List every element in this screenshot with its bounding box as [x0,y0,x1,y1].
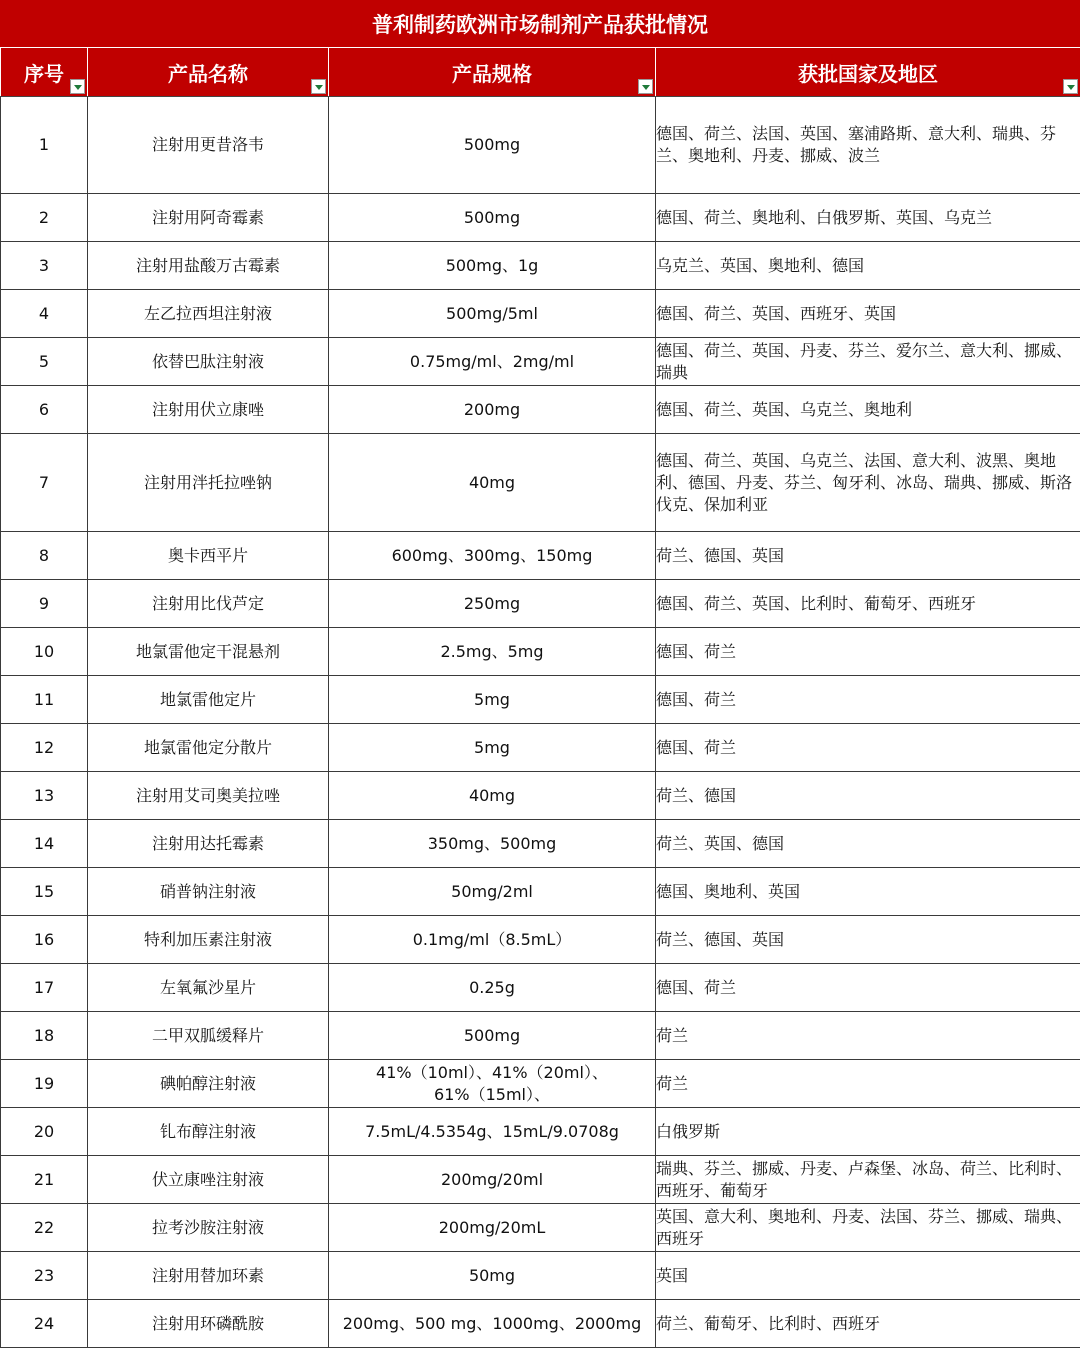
table-row [1,1252,1080,1300]
product-name-cell[interactable]: 特利加压素注射液 [88,916,329,964]
table-row [1,434,1080,532]
approved-regions-cell[interactable]: 德国、荷兰 [656,676,1080,724]
product-name-cell[interactable]: 拉考沙胺注射液 [88,1204,329,1252]
column-header-label: 产品规格 [452,61,532,86]
product-spec-cell[interactable]: 7.5mL/4.5354g、15mL/9.0708g [329,1108,656,1156]
table-row [1,532,1080,580]
table-row [1,290,1080,338]
product-spec-cell[interactable]: 0.75mg/ml、2mg/ml [329,338,656,386]
column-header-spec [329,48,656,97]
product-spec-cell[interactable]: 500mg [329,1012,656,1060]
product-spec-cell[interactable]: 350mg、500mg [329,820,656,868]
product-spec-cell[interactable]: 50mg [329,1252,656,1300]
approved-regions-cell[interactable]: 德国、荷兰、英国、西班牙、英国 [656,290,1080,338]
approved-regions-cell[interactable]: 德国、奥地利、英国 [656,868,1080,916]
product-name-cell[interactable]: 左乙拉西坦注射液 [88,290,329,338]
row-number-cell[interactable]: 7 [1,434,88,532]
approved-regions-cell[interactable]: 德国、荷兰、英国、乌克兰、奥地利 [656,386,1080,434]
table-row [1,242,1080,290]
table-row [1,1156,1080,1204]
approved-regions-cell[interactable]: 德国、荷兰 [656,724,1080,772]
table-row [1,676,1080,724]
product-spec-cell[interactable]: 200mg/20ml [329,1156,656,1204]
product-spec-cell[interactable]: 5mg [329,724,656,772]
filter-dropdown-icon[interactable] [70,79,85,94]
row-number-cell[interactable]: 22 [1,1204,88,1252]
row-number-cell[interactable]: 2 [1,194,88,242]
row-number-cell[interactable]: 21 [1,1156,88,1204]
column-header-label: 产品名称 [168,61,248,86]
filter-dropdown-icon[interactable] [1063,79,1078,94]
approved-regions-cell[interactable]: 荷兰 [656,1060,1080,1108]
product-spec-cell[interactable]: 500mg [329,97,656,194]
table-row [1,1012,1080,1060]
table-row [1,772,1080,820]
product-name-cell[interactable]: 注射用替加环素 [88,1252,329,1300]
approved-regions-cell[interactable]: 德国、荷兰、英国、比利时、葡萄牙、西班牙 [656,580,1080,628]
table-row [1,868,1080,916]
table-row [1,194,1080,242]
product-spec-cell[interactable]: 50mg/2ml [329,868,656,916]
table-row [1,724,1080,772]
table-row [1,338,1080,386]
product-name-cell[interactable]: 注射用阿奇霉素 [88,194,329,242]
row-number-cell[interactable]: 11 [1,676,88,724]
product-spec-cell[interactable]: 40mg [329,772,656,820]
row-number-cell[interactable]: 16 [1,916,88,964]
product-name-cell[interactable]: 伏立康唑注射液 [88,1156,329,1204]
table-row [1,964,1080,1012]
approved-regions-cell[interactable]: 荷兰 [656,1012,1080,1060]
approved-regions-cell[interactable]: 白俄罗斯 [656,1108,1080,1156]
approved-regions-cell[interactable]: 德国、荷兰 [656,964,1080,1012]
table-row [1,1108,1080,1156]
header-row [1,48,1080,97]
product-spec-cell[interactable]: 40mg [329,434,656,532]
approved-regions-cell[interactable]: 英国、意大利、奥地利、丹麦、法国、芬兰、挪威、瑞典、西班牙 [656,1204,1080,1252]
product-name-cell[interactable]: 注射用环磷酰胺 [88,1300,329,1348]
product-name-cell[interactable]: 地氯雷他定分散片 [88,724,329,772]
approved-regions-cell[interactable]: 德国、荷兰 [656,628,1080,676]
product-spec-cell[interactable]: 200mg/20mL [329,1204,656,1252]
product-name-cell[interactable]: 左氧氟沙星片 [88,964,329,1012]
row-number-cell[interactable]: 18 [1,1012,88,1060]
product-spec-cell[interactable]: 200mg [329,386,656,434]
approved-regions-cell[interactable]: 荷兰、葡萄牙、比利时、西班牙 [656,1300,1080,1348]
row-number-cell[interactable]: 4 [1,290,88,338]
product-name-cell[interactable]: 注射用盐酸万古霉素 [88,242,329,290]
approved-regions-cell[interactable]: 德国、荷兰、法国、英国、塞浦路斯、意大利、瑞典、芬兰、奥地利、丹麦、挪威、波兰 [656,97,1080,194]
table-row [1,97,1080,194]
filter-dropdown-icon[interactable] [638,79,653,94]
row-number-cell[interactable]: 5 [1,338,88,386]
product-name-cell[interactable]: 硝普钠注射液 [88,868,329,916]
product-spec-cell[interactable]: 0.1mg/ml（8.5mL） [329,916,656,964]
product-name-cell[interactable]: 注射用泮托拉唑钠 [88,434,329,532]
row-number-cell[interactable]: 15 [1,868,88,916]
row-number-cell[interactable]: 24 [1,1300,88,1348]
row-number-cell[interactable]: 13 [1,772,88,820]
product-name-cell[interactable]: 注射用比伐芦定 [88,580,329,628]
product-name-cell[interactable]: 地氯雷他定片 [88,676,329,724]
row-number-cell[interactable]: 17 [1,964,88,1012]
column-header-regions [656,48,1080,97]
row-number-cell[interactable]: 8 [1,532,88,580]
approved-regions-cell[interactable]: 德国、荷兰、英国、乌克兰、法国、意大利、波黑、奥地利、德国、丹麦、芬兰、匈牙利、冰岛、瑞典、挪威、斯洛伐克、保加利亚 [656,434,1080,532]
table-row [1,820,1080,868]
product-spec-cell[interactable]: 500mg、1g [329,242,656,290]
filter-dropdown-icon[interactable] [311,79,326,94]
approved-regions-cell[interactable]: 荷兰、英国、德国 [656,820,1080,868]
row-number-cell[interactable]: 23 [1,1252,88,1300]
product-table [0,48,1080,1348]
product-name-cell[interactable]: 碘帕醇注射液 [88,1060,329,1108]
product-spec-cell[interactable]: 200mg、500 mg、1000mg、2000mg [329,1300,656,1348]
column-header-name [88,48,329,97]
approved-regions-cell[interactable]: 瑞典、芬兰、挪威、丹麦、卢森堡、冰岛、荷兰、比利时、西班牙、葡萄牙 [656,1156,1080,1204]
approved-regions-cell[interactable]: 德国、荷兰、英国、丹麦、芬兰、爱尔兰、意大利、挪威、瑞典 [656,338,1080,386]
approved-regions-cell[interactable]: 乌克兰、英国、奥地利、德国 [656,242,1080,290]
approved-regions-cell[interactable]: 荷兰、德国、英国 [656,916,1080,964]
sheet-title: 普利制药欧洲市场制剂产品获批情况 [0,0,1080,48]
approved-regions-cell[interactable]: 荷兰、德国 [656,772,1080,820]
row-number-cell[interactable]: 1 [1,97,88,194]
product-name-cell[interactable]: 注射用伏立康唑 [88,386,329,434]
table-row [1,1204,1080,1252]
approved-regions-cell[interactable]: 荷兰、德国、英国 [656,532,1080,580]
column-header-label: 获批国家及地区 [798,61,938,86]
table-row [1,580,1080,628]
table-row [1,1300,1080,1348]
product-spec-cell[interactable]: 5mg [329,676,656,724]
row-number-cell[interactable]: 3 [1,242,88,290]
column-header-no [1,48,88,97]
product-name-cell[interactable]: 注射用更昔洛韦 [88,97,329,194]
table-row [1,628,1080,676]
product-spec-cell[interactable]: 41%（10ml）、41%（20ml）、61%（15ml）、 [329,1060,656,1108]
table-row [1,1060,1080,1108]
row-number-cell[interactable]: 19 [1,1060,88,1108]
row-number-cell[interactable]: 12 [1,724,88,772]
product-spec-cell[interactable]: 2.5mg、5mg [329,628,656,676]
product-name-cell[interactable]: 注射用达托霉素 [88,820,329,868]
product-name-cell[interactable]: 二甲双胍缓释片 [88,1012,329,1060]
table-row [1,386,1080,434]
product-spec-cell[interactable]: 500mg [329,194,656,242]
row-number-cell[interactable]: 9 [1,580,88,628]
row-number-cell[interactable]: 20 [1,1108,88,1156]
product-spec-cell[interactable]: 500mg/5ml [329,290,656,338]
product-spec-cell[interactable]: 600mg、300mg、150mg [329,532,656,580]
product-name-cell[interactable]: 地氯雷他定干混悬剂 [88,628,329,676]
row-number-cell[interactable]: 6 [1,386,88,434]
product-name-cell[interactable]: 依替巴肽注射液 [88,338,329,386]
approved-regions-cell[interactable]: 英国 [656,1252,1080,1300]
table-row [1,916,1080,964]
product-name-cell[interactable]: 注射用艾司奥美拉唑 [88,772,329,820]
product-spec-cell[interactable]: 0.25g [329,964,656,1012]
approved-regions-cell[interactable]: 德国、荷兰、奥地利、白俄罗斯、英国、乌克兰 [656,194,1080,242]
row-number-cell[interactable]: 14 [1,820,88,868]
product-name-cell[interactable]: 钆布醇注射液 [88,1108,329,1156]
column-header-label: 序号 [24,61,64,86]
product-name-cell[interactable]: 奥卡西平片 [88,532,329,580]
row-number-cell[interactable]: 10 [1,628,88,676]
product-spec-cell[interactable]: 250mg [329,580,656,628]
